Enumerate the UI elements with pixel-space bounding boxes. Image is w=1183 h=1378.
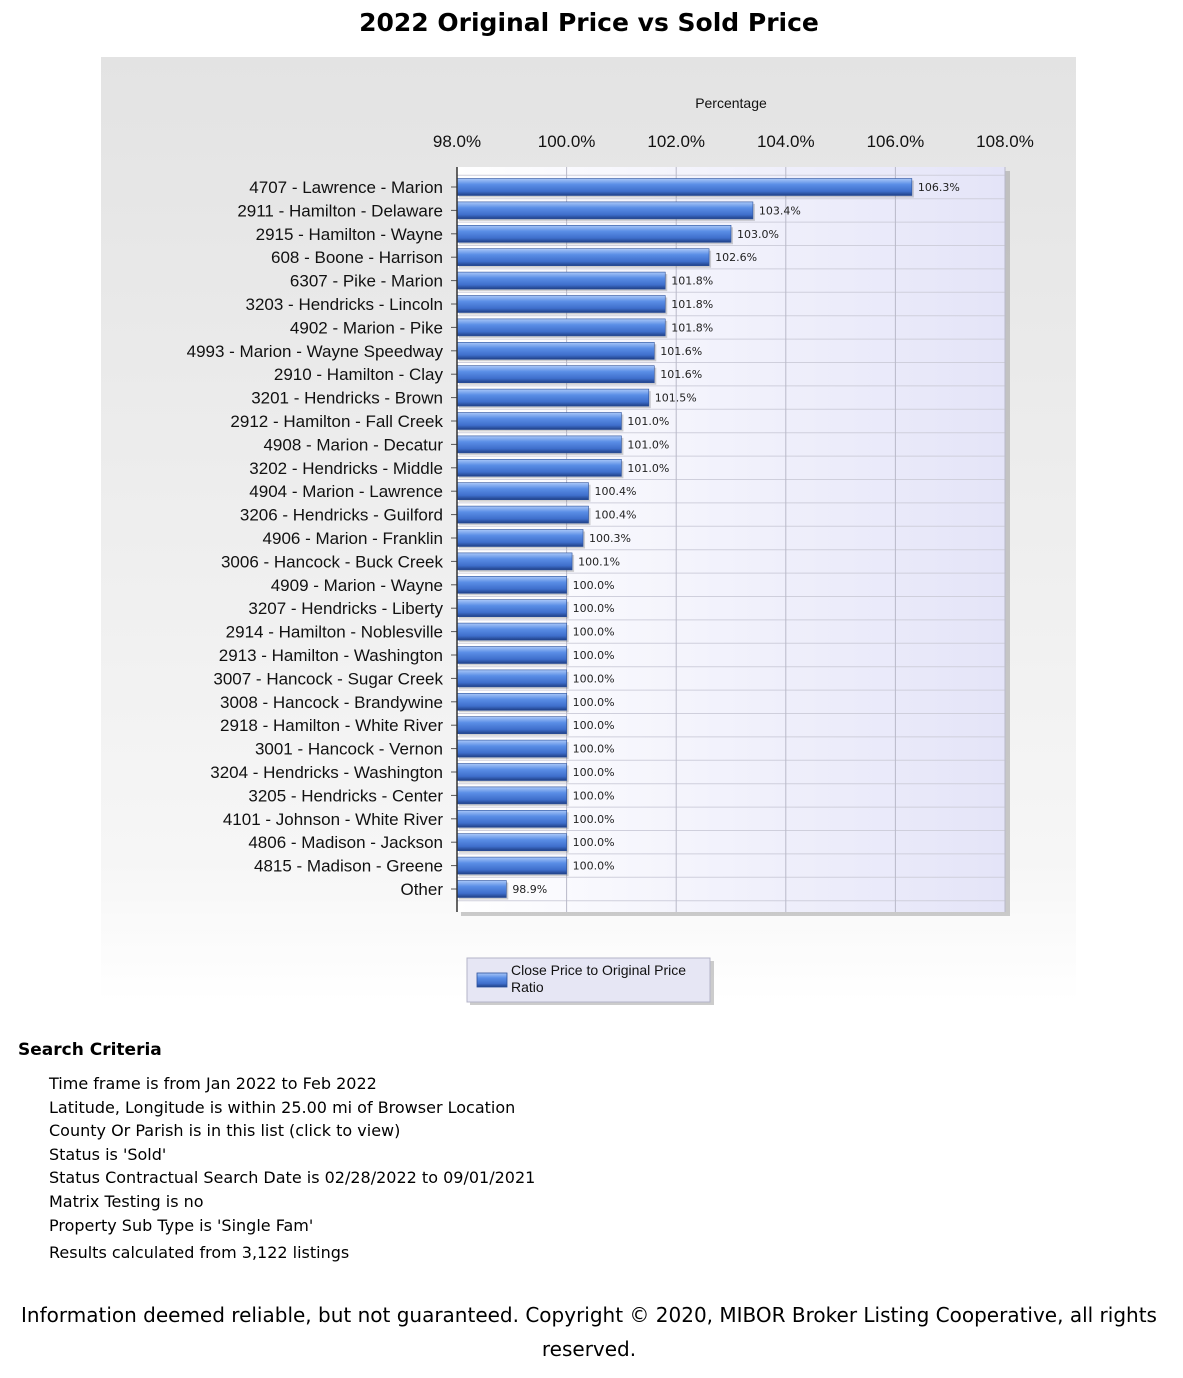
category-label: 2912 - Hamilton - Fall Creek	[230, 412, 443, 431]
x-tick-label: 102.0%	[647, 132, 706, 151]
data-label: 98.9%	[512, 883, 548, 896]
data-label: 100.0%	[572, 766, 615, 779]
bar	[457, 576, 567, 593]
category-label: 4993 - Marion - Wayne Speedway	[186, 341, 443, 361]
category-label: 4904 - Marion - Lawrence	[249, 482, 443, 502]
bar	[457, 436, 621, 453]
criteria-item: Time frame is from Jan 2022 to Feb 2022	[49, 1074, 377, 1093]
category-label: 6307 - Pike - Marion	[289, 271, 443, 291]
category-label: 2910 - Hamilton - Clay	[273, 365, 443, 385]
data-label: 106.3%	[917, 181, 960, 194]
criteria-item: Property Sub Type is 'Single Fam'	[49, 1215, 314, 1235]
data-label: 100.0%	[572, 742, 615, 756]
category-label: 3007 - Hancock - Sugar Creek	[213, 669, 443, 689]
bar	[457, 272, 665, 289]
category-label: 4909 - Marion - Wayne	[270, 575, 443, 595]
data-label: 101.6%	[660, 344, 703, 358]
legend-swatch	[477, 973, 507, 987]
category-label: 2915 - Hamilton - Wayne	[255, 224, 443, 244]
category-label: 4815 - Madison - Greene	[254, 856, 443, 876]
data-label: 100.4%	[594, 485, 637, 499]
data-label: 101.8%	[671, 274, 714, 288]
criteria-item: Latitude, Longitude is within 25.00 mi of Browser Location	[49, 1097, 516, 1117]
bar	[457, 881, 506, 898]
bar	[457, 834, 567, 851]
data-label: 100.0%	[572, 672, 615, 686]
bar	[457, 693, 567, 710]
bar	[457, 296, 665, 313]
x-tick-label: 100.0%	[537, 132, 596, 151]
data-label: 100.0%	[572, 836, 615, 850]
criteria-item: Matrix Testing is no	[49, 1191, 204, 1211]
category-label: 3006 - Hancock - Buck Creek	[220, 552, 443, 572]
bar	[457, 717, 567, 734]
bar	[457, 202, 753, 219]
bar	[457, 366, 654, 383]
bar	[457, 600, 567, 617]
category-label: 4908 - Marion - Decatur	[263, 435, 443, 455]
category-label: 3207 - Hendricks - Liberty	[248, 599, 443, 619]
category-label: 4101 - Johnson - White River	[222, 809, 443, 829]
bar	[457, 647, 567, 664]
bar	[457, 810, 567, 827]
bar	[457, 623, 567, 640]
footer-disclaimer	[20, 1298, 1158, 1366]
bar	[457, 553, 572, 570]
footer-line: Information deemed reliable, but not guaranteed. Copyright © 2020, MIBOR Broker Listing Cooperative, all rights	[21, 1303, 1157, 1327]
category-label: 3204 - Hendricks - Washington	[210, 763, 443, 782]
data-label: 101.8%	[671, 298, 714, 311]
legend-label-line1: Close Price to Original Price	[511, 962, 687, 978]
category-label: 2911 - Hamilton - Delaware	[237, 201, 443, 221]
category-label: Other	[400, 880, 443, 899]
category-label: 4806 - Madison - Jackson	[248, 833, 443, 853]
bar	[457, 857, 567, 874]
data-label: 101.8%	[671, 321, 714, 335]
bar	[457, 179, 912, 196]
category-label: 2913 - Hamilton - Washington	[218, 646, 443, 665]
data-label: 101.6%	[660, 368, 703, 382]
category-label: 3201 - Hendricks - Brown	[251, 388, 443, 408]
bar	[457, 506, 589, 523]
category-label: 3008 - Hancock - Brandywine	[219, 692, 443, 712]
results-count: Results calculated from 3,122 listings	[49, 1243, 350, 1262]
category-label: 4707 - Lawrence - Marion	[249, 178, 443, 197]
category-label: 4906 - Marion - Franklin	[262, 529, 443, 548]
bar	[457, 764, 567, 781]
criteria-item: Status is 'Sold'	[49, 1144, 167, 1164]
legend	[467, 958, 714, 1005]
category-label: 3001 - Hancock - Vernon	[254, 739, 443, 759]
search-criteria-list	[49, 1072, 535, 1237]
x-tick-label: 98.0%	[432, 132, 482, 151]
bar	[457, 530, 583, 547]
bar	[457, 740, 567, 757]
category-label: 3206 - Hendricks - Guilford	[239, 505, 443, 525]
bar	[457, 342, 654, 359]
bar	[457, 483, 589, 500]
search-criteria-heading: Search Criteria	[18, 1040, 162, 1060]
bar	[457, 787, 567, 804]
data-label: 100.0%	[572, 812, 615, 826]
x-tick-label: 104.0%	[756, 132, 815, 151]
bar	[457, 459, 621, 476]
category-label: 4902 - Marion - Pike	[289, 318, 443, 338]
data-label: 100.0%	[572, 859, 615, 873]
legend-label-line2: Ratio	[511, 979, 544, 995]
x-axis-title: Percentage	[695, 95, 767, 111]
bar	[457, 389, 649, 406]
category-label: 2914 - Hamilton - Noblesville	[225, 622, 443, 642]
category-label: 3205 - Hendricks - Center	[248, 786, 443, 806]
data-label: 100.0%	[572, 625, 615, 639]
data-label: 100.0%	[572, 719, 615, 733]
data-label: 101.0%	[627, 461, 670, 475]
data-label: 100.0%	[572, 695, 615, 709]
bar	[457, 249, 709, 266]
data-label: 100.0%	[572, 649, 615, 662]
criteria-item: County Or Parish is in this list (click to view)	[49, 1121, 401, 1141]
bar	[457, 670, 567, 687]
data-label: 103.4%	[758, 204, 801, 218]
x-tick-label: 108.0%	[976, 132, 1034, 151]
category-label: 2918 - Hamilton - White River	[220, 716, 443, 736]
bar	[457, 225, 731, 242]
data-label: 100.3%	[589, 532, 631, 545]
data-label: 101.5%	[654, 391, 697, 405]
data-label: 100.0%	[572, 789, 615, 803]
category-label: 3203 - Hendricks - Lincoln	[245, 295, 443, 314]
data-label: 100.1%	[578, 555, 621, 569]
data-label: 101.0%	[627, 415, 670, 428]
bar	[457, 413, 621, 430]
data-label: 100.0%	[572, 602, 615, 616]
category-label: 3202 - Hendricks - Middle	[249, 458, 443, 478]
bar	[457, 319, 665, 336]
data-label: 103.0%	[737, 227, 779, 241]
category-label: 608 - Boone - Harrison	[271, 248, 443, 268]
page-title: 2022 Original Price vs Sold Price	[359, 8, 819, 37]
data-label: 101.0%	[627, 438, 670, 452]
data-label: 102.6%	[715, 251, 758, 265]
data-label: 100.4%	[594, 508, 637, 522]
data-label: 100.0%	[572, 578, 615, 592]
criteria-item: Status Contractual Search Date is 02/28/2022 to 09/01/2021	[49, 1168, 536, 1188]
x-tick-label: 106.0%	[866, 132, 925, 151]
footer-line: reserved.	[541, 1337, 637, 1361]
